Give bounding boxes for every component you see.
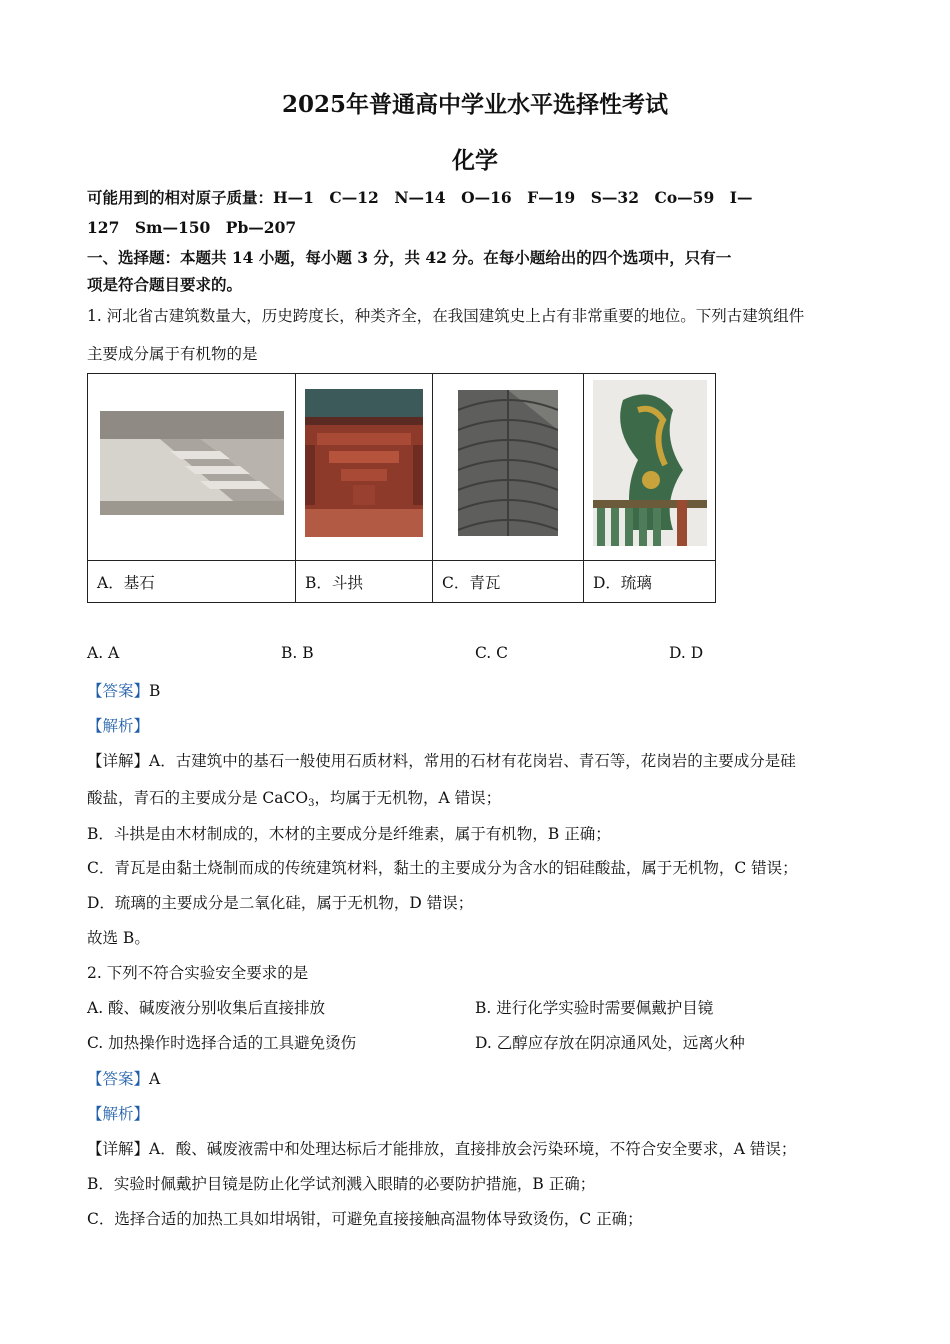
detail-text-b: ，均属于无机物，A 错误； — [314, 789, 502, 807]
q1-detail-line2 — [87, 786, 501, 809]
q1-figure-table — [87, 373, 716, 603]
q1-answer — [87, 679, 160, 701]
detail-tag: 【详解】 — [87, 752, 150, 770]
answer-value: A — [149, 1070, 161, 1088]
figure-label-c: C．青瓦 — [433, 561, 584, 603]
q1-option-d: D. D — [669, 644, 704, 662]
q1-detail-c: C．青瓦是由黏土烧制而成的传统建筑材料，黏土的主要成分为含水的铝硅酸盐，属于无机物，C 错误； — [87, 859, 798, 877]
q2-answer — [87, 1067, 160, 1089]
subject-title: 化学 — [452, 147, 498, 174]
atomic-masses-line1: 可能用到的相对原子质量：H—1 C—12 N—14 O—16 F—19 S—32 Co—59 I— — [87, 188, 753, 207]
figure-label-a: A．基石 — [88, 561, 296, 603]
gray-tile-photo — [458, 390, 558, 540]
q2-detail-a — [87, 1137, 796, 1159]
glazed-tile-photo — [593, 380, 707, 550]
q2-option-b: B. 进行化学实验时需要佩戴护目镜 — [475, 999, 714, 1017]
figure-cell-d — [584, 374, 716, 561]
q2-detail-b: B．实验时佩戴护目镜是防止化学试剂溅入眼睛的必要防护措施，B 正确； — [87, 1175, 596, 1193]
q1-conclusion: 故选 B。 — [87, 929, 150, 947]
q2-option-a: A. 酸、碱废液分别收集后直接排放 — [87, 999, 326, 1017]
q1-detail-d: D．琉璃的主要成分是二氧化硅，属于无机物，D 错误； — [87, 894, 474, 912]
q1-stem-line2: 主要成分属于有机物的是 — [87, 345, 258, 363]
q2-detail-c: C．选择合适的加热工具如坩埚钳，可避免直接接触高温物体导致烫伤，C 正确； — [87, 1210, 643, 1228]
q1-stem-line1: 1. 河北省古建筑数量大，历史跨度长，种类齐全，在我国建筑史上占有非常重要的地位。下列古建筑组件 — [87, 307, 805, 325]
answer-tag: 【答案】 — [87, 1070, 150, 1088]
q2-option-c: C. 加热操作时选择合适的工具避免烫伤 — [87, 1034, 357, 1052]
detail-text: A．古建筑中的基石一般使用石质材料，常用的石材有花岗岩、青石等，花岗岩的主要成分是硅 — [149, 752, 796, 770]
answer-value: B — [149, 682, 161, 700]
exam-title: 2025年普通高中学业水平选择性考试 — [281, 91, 668, 118]
q1-analysis-tag: 【解析】 — [87, 717, 150, 735]
q1-option-b: B. B — [281, 644, 314, 662]
figure-label-b: B．斗拱 — [296, 561, 433, 603]
foundation-stone-photo — [100, 411, 284, 519]
detail-tag: 【详解】 — [87, 1140, 150, 1158]
q1-option-c: C. C — [475, 644, 509, 662]
figure-cell-b — [296, 374, 433, 561]
q1-option-a: A. A — [87, 644, 120, 662]
section-heading-line2: 项是符合题目要求的。 — [87, 275, 243, 294]
q2-option-d: D. 乙醇应存放在阴凉通风处，远离火种 — [475, 1034, 745, 1052]
q1-detail-b: B．斗拱是由木材制成的，木材的主要成分是纤维素，属于有机物，B 正确； — [87, 825, 611, 843]
q1-detail-line1 — [87, 749, 796, 771]
atomic-masses-line2: 127 Sm—150 Pb—207 — [87, 218, 297, 237]
figure-label-d: D．琉璃 — [584, 561, 716, 603]
q2-analysis-tag: 【解析】 — [87, 1105, 150, 1123]
detail-text: A．酸、碱废液需中和处理达标后才能排放，直接排放会污染环境，不符合安全要求，A 错误； — [149, 1140, 797, 1158]
figure-cell-c — [433, 374, 584, 561]
answer-tag: 【答案】 — [87, 682, 150, 700]
bracket-set-photo — [305, 389, 423, 541]
subscript-3: 3 — [308, 798, 315, 809]
figure-cell-a — [88, 374, 296, 561]
q2-stem: 2. 下列不符合实验安全要求的是 — [87, 964, 309, 982]
section-heading-line1: 一、选择题：本题共 14 小题，每小题 3 分，共 42 分。在每小题给出的四个选项中，只有一 — [87, 248, 732, 267]
detail-text-a: 酸盐，青石的主要成分是 CaCO — [87, 789, 309, 807]
